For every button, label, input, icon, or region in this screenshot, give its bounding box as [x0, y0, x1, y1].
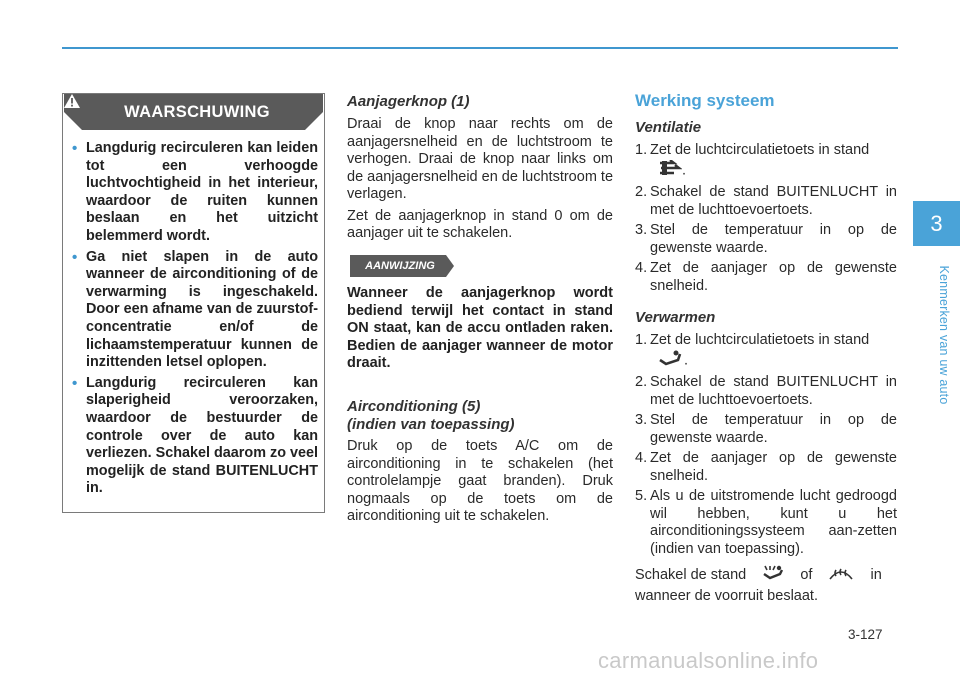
vent-heading: Ventilatie	[635, 119, 702, 136]
ac-section	[347, 398, 613, 526]
page-number: 3-127	[848, 627, 883, 642]
defrost-instruction: Schakel de stand of in wanneer de voorruit beslaat.	[635, 564, 897, 606]
vent-steps	[635, 142, 897, 295]
fan-section	[347, 93, 613, 243]
chapter-side-label	[934, 255, 954, 415]
note-badge	[350, 255, 454, 277]
heat-step: 1. Zet de luchtcirculatietoets in stand .	[635, 332, 897, 371]
operation-section	[635, 91, 897, 606]
fan-heading: Aanjagerknop (1)	[347, 93, 470, 110]
floor-defrost-icon	[762, 564, 784, 586]
heat-step-text: Zet de luchtcirculatietoets in stand	[650, 332, 870, 348]
defrost-icon	[828, 564, 854, 586]
warning-item: • Ga niet slapen in de auto wanneer de airconditioning of de verwarming is ingeschakeld. Door een afname van de zuurstof-concentratie en/of de lichaamstemperatuur kunnen de inzittenden letsel oplopen.	[72, 249, 318, 372]
fan-paragraph-1: Draai de knop naar rechts om de aanjagersnelheid en de luchtstroom te verhogen. Draai de knop naar links om de aanjagersnelheid en de luchtstroom te verlagen.	[347, 116, 614, 202]
warning-header	[64, 94, 323, 130]
watermark: carmanualsonline.info	[598, 648, 819, 673]
floor-mode-icon	[658, 350, 684, 372]
note-section	[347, 285, 613, 373]
outside-air-icon	[658, 160, 682, 182]
chapter-title: Kenmerken van uw auto	[937, 265, 951, 405]
heat-steps	[635, 332, 897, 558]
ac-heading: Airconditioning (5)	[347, 398, 481, 415]
vent-step: 3. Stel de temperatuur in op de gewenste waarde.	[635, 222, 897, 256]
ac-paragraph: Druk op de toets A/C om de airconditioning in te schakelen (het controlelampje gaat branden). Druk nogmaals op de toets om de airconditioning uit te schakelen.	[347, 438, 613, 524]
note-label: AANWIJZING	[365, 260, 435, 272]
ac-heading-sub: (indien van toepassing)	[347, 416, 515, 433]
warning-item: • Langdurig recirculeren kan leiden tot een verhoogde luchtvochtigheid in het interieur, waardoor de ruiten kunnen beslaan en het uitzicht belemmerd wordt.	[72, 140, 318, 246]
warning-title: WAARSCHUWING	[124, 102, 270, 121]
vent-step: 4. Zet de aanjager op de gewenste snelheid.	[635, 260, 897, 294]
heat-step: 4. Zet de aanjager op de gewenste snelheid.	[635, 450, 897, 484]
heat-step: 3. Stel de temperatuur in op de gewenste waarde.	[635, 412, 897, 446]
fan-paragraph-2: Zet de aanjagerknop in stand 0 om de aanjager uit te schakelen.	[347, 207, 613, 241]
section-heading: Werking systeem	[635, 91, 775, 110]
vent-step-text: Zet de luchtcirculatietoets in stand	[650, 142, 870, 158]
top-rule	[62, 47, 898, 49]
vent-step: 1. Zet de luchtcirculatietoets in stand .	[635, 142, 897, 181]
heat-step: 5. Als u de uitstromende lucht gedroogd wil hebben, kunt u het airconditioningssysteem aan-zetten (indien van toepassing).	[635, 488, 897, 557]
warning-item: • Langdurig recirculeren kan slaperigheid veroorzaken, waardoor de bestuurder de controle over de auto kan verliezen. Schakel daarom zo veel mogelijk de stand BUITENLUCHT in.	[72, 375, 318, 498]
vent-step: 2. Schakel de stand BUITENLUCHT in met de luchttoevoertoets.	[635, 184, 897, 218]
chapter-tab: 3	[913, 201, 960, 246]
warning-list	[72, 140, 318, 501]
heat-heading: Verwarmen	[635, 309, 716, 326]
heat-step: 2. Schakel de stand BUITENLUCHT in met de luchttoevoertoets.	[635, 374, 897, 408]
note-text: Wanneer de aanjagerknop wordt bediend terwijl het contact in stand ON staat, kan de accu ontladen raken. Bedien de aanjager wanneer de motor draait.	[347, 285, 613, 371]
